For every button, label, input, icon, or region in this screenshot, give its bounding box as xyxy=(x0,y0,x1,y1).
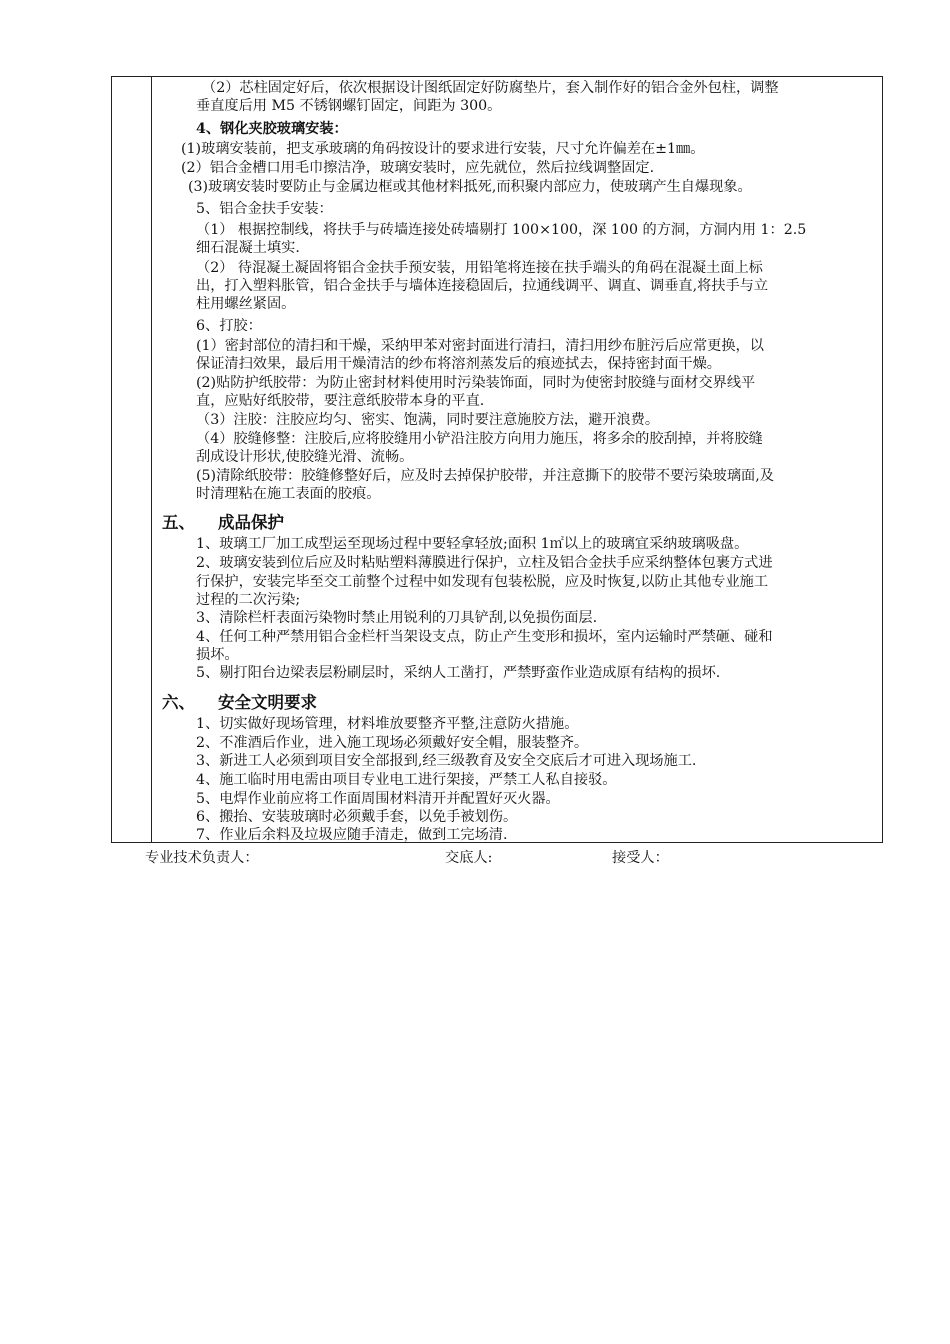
list-item: 7、作业后余料及垃圾应随手清走，做到工完场清. xyxy=(196,827,508,843)
section-heading-5 xyxy=(162,513,284,533)
tech-lead-signature-label: 专业技术负责人： xyxy=(145,850,259,866)
list-item: （2） 待混凝土凝固将铝合金扶手预安装，用铅笔将连接在扶手端头的角码在混凝土面上标 xyxy=(196,260,763,276)
list-item: 2、玻璃安装到位后应及时粘贴塑料薄膜进行保护，立柱及铝合金扶手应采纳整体包裹方式进 xyxy=(196,555,773,571)
section-number: 五、 xyxy=(162,513,195,532)
list-item: 损坏。 xyxy=(196,647,239,663)
list-item: 过程的二次污染; xyxy=(196,592,301,608)
subsection-title: 4、钢化夹胶玻璃安装： xyxy=(196,121,348,137)
paragraph-line: （2）芯柱固定好后，依次根据设计图纸固定好防腐垫片，套入制作好的铝合金外包柱，调整 xyxy=(202,80,779,96)
list-item: 直，应贴好纸胶带，要注意纸胶带本身的平直. xyxy=(196,393,485,409)
list-item: (5)清除纸胶带：胶缝修整好后，应及时去掉保护胶带，并注意撕下的胶带不要污染玻璃面,及 xyxy=(196,468,774,484)
list-item: (1)玻璃安装前，把支承玻璃的角码按设计的要求进行安装，尺寸允许偏差在±1㎜。 xyxy=(181,141,705,157)
list-item: (3)玻璃安装时要防止与金属边框或其他材料抵死,而积聚内部应力，使玻璃产生自爆现象。 xyxy=(188,179,752,195)
section-title: 成品保护 xyxy=(218,513,284,532)
list-item: 5、电焊作业前应将工作面周围材料清开并配置好灭火器。 xyxy=(196,791,560,807)
list-item: 出，打入塑料胀管，铝合金扶手与墙体连接稳固后，拉通线调平、调直、调垂直,将扶手与立 xyxy=(196,278,769,294)
list-item: 4、任何工种严禁用铝合金栏杆当架设支点，防止产生变形和损坏，室内运输时严禁砸、碰和 xyxy=(196,629,773,645)
subsection-title: 6、打胶： xyxy=(196,318,262,334)
list-item: 刮成设计形状,使胶缝光滑、流畅。 xyxy=(196,449,414,465)
section-title: 安全文明要求 xyxy=(218,693,317,712)
section-heading-6 xyxy=(162,693,317,713)
list-item: 1、切实做好现场管理，材料堆放要整齐平整,注意防火措施。 xyxy=(196,716,579,732)
list-item: 时清理粘在施工表面的胶痕。 xyxy=(196,486,381,502)
table-left-column xyxy=(112,77,152,842)
list-item: 3、清除栏杆表面污染物时禁止用锐利的刀具铲刮,以免损伤面层. xyxy=(196,610,598,626)
list-item: 4、施工临时用电需由项目专业电工进行架接，严禁工人私自接驳。 xyxy=(196,772,617,788)
receiver-signature-label: 接受人： xyxy=(612,850,669,866)
list-item: （4）胶缝修整：注胶后,应将胶缝用小铲沿注胶方向用力施压，将多余的胶刮掉，并将胶缝 xyxy=(196,431,763,447)
list-item: (2）铝合金槽口用毛巾擦洁净，玻璃安装时，应先就位，然后拉线调整固定. xyxy=(181,160,655,176)
table-content-cell xyxy=(152,77,882,842)
list-item: 3、新进工人必须到项目安全部报到,经三级教育及安全交底后才可进入现场施工. xyxy=(196,753,697,769)
list-item: 行保护，安装完毕至交工前整个过程中如发现有包装松脱，应及时恢复,以防止其他专业施工 xyxy=(196,574,769,590)
subsection-title: 5、铝合金扶手安装： xyxy=(196,201,333,217)
list-item: (2)贴防护纸胶带：为防止密封材料使用时污染装饰面，同时为使密封胶缝与面材交界线平 xyxy=(196,375,756,391)
paragraph-line: 垂直度后用 M5 不锈钢螺钉固定，间距为 300。 xyxy=(196,98,502,114)
list-item: 1、玻璃工厂加工成型运至现场过程中要轻拿轻放;面积 1㎡以上的玻璃宜采纳玻璃吸盘。 xyxy=(196,536,749,552)
list-item: 5、剔打阳台边梁表层粉刷层时，采纳人工凿打，严禁野蛮作业造成原有结构的损坏. xyxy=(196,665,721,681)
list-item: 保证清扫效果，最后用干燥清洁的纱布将溶剂蒸发后的痕迹拭去，保持密封面干燥。 xyxy=(196,356,721,372)
content-table xyxy=(111,76,883,843)
discloser-signature-label: 交底人: xyxy=(445,850,493,866)
list-item: （3）注胶：注胶应均匀、密实、饱满，同时要注意施胶方法，避开浪费。 xyxy=(196,412,660,428)
list-item: （1） 根据控制线，将扶手与砖墙连接处砖墙剔打 100×100，深 100 的方洞，方洞内用 1：2.5 xyxy=(196,222,807,238)
list-item: 2、不准酒后作业，进入施工现场必须戴好安全帽，服装整齐。 xyxy=(196,735,589,751)
section-number: 六、 xyxy=(162,693,195,712)
list-item: (1）密封部位的清扫和干燥，采纳甲苯对密封面进行清扫，清扫用纱布脏污后应常更换，以 xyxy=(196,338,764,354)
list-item: 细石混凝土填实. xyxy=(196,240,300,256)
list-item: 柱用螺丝紧固。 xyxy=(196,296,296,312)
list-item: 6、搬抬、安装玻璃时必须戴手套，以免手被划伤。 xyxy=(196,809,518,825)
